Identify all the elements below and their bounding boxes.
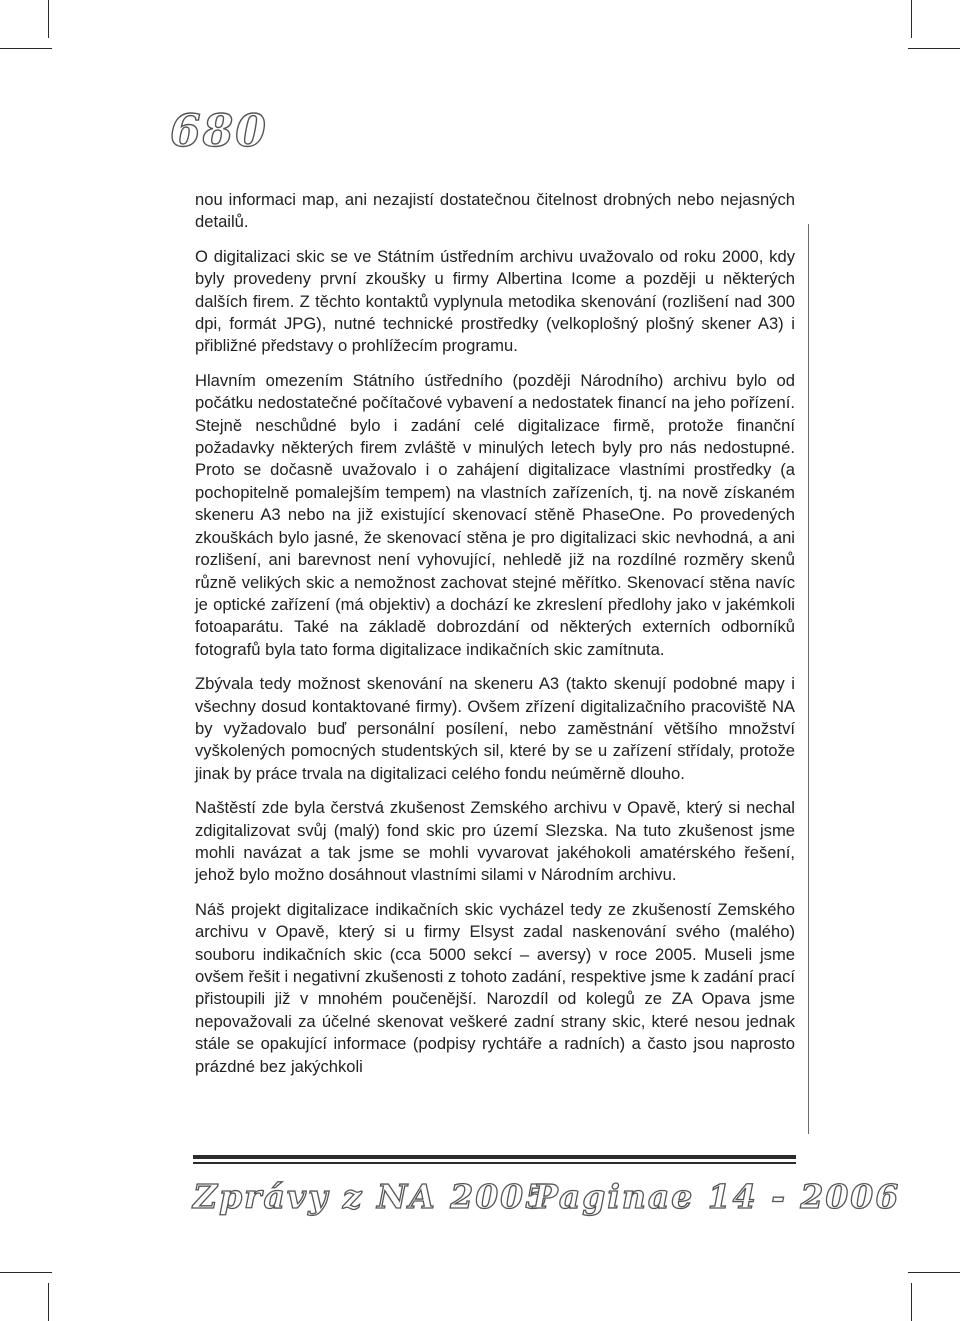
crop-mark-top-left (48, 0, 49, 38)
crop-mark-top-right-h (908, 48, 960, 49)
crop-mark-bottom-left (48, 1283, 49, 1321)
footer-rule-thick (193, 1155, 796, 1159)
crop-mark-top-left-h (0, 48, 52, 49)
page-number: 680 (170, 106, 268, 157)
crop-mark-bottom-left-h (0, 1272, 52, 1273)
footer-series-title: Paginae 14 - 2006 (533, 1177, 901, 1216)
footer-rule-thin (193, 1162, 796, 1164)
paragraph: Zbývala tedy možnost skenování na skeneru A3 (takto skenují podobné mapy i všechny dosud kontaktované firmy). Ovšem zřízení digitalizačního pracoviště NA by vyžadovalo buď personální posílení, nebo zaměstnání většího množství vyškolených pomocných studentských sil, které by se u zařízení střídaly, protože jinak by práce trvala na digitalizaci celého fondu neúměrně dlouho. (195, 674, 795, 783)
article-body (195, 189, 795, 1090)
crop-mark-top-right (911, 0, 912, 38)
paragraph: Náš projekt digitalizace indikačních skic vycházel tedy ze zkušeností Zemského archivu v Opavě, který si u firmy Elsyst zadal naskenování svého (malého) souboru indikačních skic (cca 5000 sekcí – aversy) v roce 2005. Museli jsme ovšem řešit i negativní zkušenosti z tohoto zadání, respektive jsme k zadání prací přistoupili již v mnohém poučenější. Narozdíl od kolegů ze ZA Opava jsme nepovažovali za účelné skenovat veškeré zadní strany skic, které nesou jednak stále se opakující informace (podpisy rychtáře a radních) a často jsou naprosto prázdné bez jakýchkoli (195, 899, 795, 1076)
crop-mark-bottom-right-h (908, 1272, 960, 1273)
footer-journal-title: Zprávy z NA 2005 (193, 1177, 551, 1216)
margin-rule (808, 224, 809, 1134)
paragraph: Hlavním omezením Státního ústředního (později Národního) archivu bylo od počátku nedostatečné počítačové vybavení a nedostatek financí na jeho pořízení. Stejně neschůdné bylo i zadání celé digitalizace firmě, protože finanční požadavky některých firem zvláště v minulých letech byly pro nás nedostupné. Proto se dočasně uvažovalo i o zahájení digitalizace vlastními prostředky (a pochopitelně pomalejším tempem) na vlastních zařízeních, tj. na nově získaném skeneru A3 nebo na již existující skenovací stěně PhaseOne. Po provedených zkouškách bylo jasné, že skenovací stěna je pro digitalizaci skic nevhodná, a ani rozlišení, ani barevnost není vyhovující, nehledě již na rozdílné rozměry skenů různě velikých skic a nemožnost zachovat stejné měřítko. Skenovací stěna navíc je optické zařízení (má objektiv) a dochází ke zkreslení předlohy jako v jakémkoli fotoaparátu. Také na základě dobrozdání od některých externích odborníků fotografů byla tato forma digitalizace indikačních skic zamítnuta. (195, 370, 795, 659)
paragraph: nou informaci map, ani nezajistí dostatečnou čitelnost drobných nebo nejasných detailů. (195, 190, 795, 232)
paragraph: Naštěstí zde byla čerstvá zkušenost Zemského archivu v Opavě, který si nechal zdigitalizovat svůj (malý) fond skic pro území Slezska. Na tuto zkušenost jsme mohli navázat a tak jsme se mohli vyvarovat jakéhokoli amatérského řešení, jehož bylo možno dosáhnout vlastními silami v Národním archivu. (195, 798, 795, 885)
crop-mark-bottom-right (911, 1283, 912, 1321)
paragraph: O digitalizaci skic se ve Státním ústředním archivu uvažovalo od roku 2000, kdy byly provedeny první zkoušky u firmy Albertina Icome a později u některých dalších firem. Z těchto kontaktů vyplynula metodika skenování (rozlišení nad 300 dpi, formát JPG), nutné technické prostředky (velkoplošný plošný skener A3) i přibližné představy o prohlížecím programu. (195, 246, 795, 356)
